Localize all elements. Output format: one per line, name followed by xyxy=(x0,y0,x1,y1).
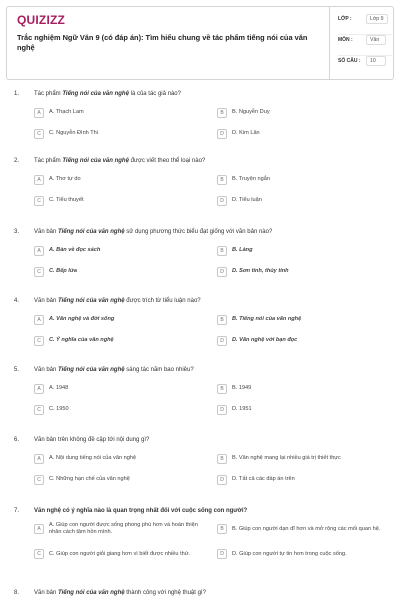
answer-option-b[interactable] xyxy=(217,452,382,465)
meta-label: LỚP : xyxy=(338,16,352,22)
work-title: Tiếng nói của văn nghệ xyxy=(58,298,125,304)
prompt-part: Văn bản xyxy=(34,367,59,373)
question-prompt xyxy=(34,90,384,98)
prompt-part: được viết theo thể loại nào? xyxy=(128,158,206,164)
question-number: 2. xyxy=(14,158,20,164)
option-letter-box: D xyxy=(217,405,227,415)
option-label: A. Nội dung tiếng nói của văn nghệ xyxy=(49,455,137,461)
question-prompt xyxy=(34,436,384,444)
option-label: A. Văn nghệ và đời sống xyxy=(49,316,115,322)
question-text xyxy=(14,228,384,236)
option-letter-box: C xyxy=(34,129,44,139)
option-letter-box: C xyxy=(34,405,44,415)
option-label: A. Thạch Lam xyxy=(49,109,84,115)
answer-option-a[interactable] xyxy=(34,106,199,119)
meta-label: SỐ CÂU : xyxy=(338,58,361,64)
option-letter-box: D xyxy=(217,196,227,206)
answer-option-a[interactable] xyxy=(34,313,199,326)
option-label: D. Kim Lân xyxy=(232,130,260,136)
meta-subject xyxy=(338,35,395,56)
option-letter-box: A xyxy=(34,524,44,534)
option-label: C. Những hạn chế của văn nghệ xyxy=(49,476,130,482)
option-letter-box: D xyxy=(217,475,227,485)
answer-option-b[interactable] xyxy=(217,382,382,395)
question-text xyxy=(14,90,384,98)
answer-option-d[interactable] xyxy=(217,265,382,278)
answer-option-d[interactable] xyxy=(217,127,382,140)
answer-option-d[interactable] xyxy=(217,334,382,347)
answer-option-a[interactable] xyxy=(34,382,199,395)
prompt-part: Văn bản xyxy=(34,229,59,235)
option-label: D. Tiểu luận xyxy=(232,197,262,203)
option-label: D. 1951 xyxy=(232,406,252,412)
answer-option-b[interactable] xyxy=(217,520,382,538)
prompt-part: Văn bản xyxy=(34,298,59,304)
option-letter-box: C xyxy=(34,196,44,206)
answer-option-c[interactable] xyxy=(34,127,199,140)
option-label: A. Bàn về đọc sách xyxy=(49,247,101,253)
work-title: Tiếng nói của văn nghệ xyxy=(58,367,125,373)
header-meta xyxy=(329,7,395,79)
answer-option-d[interactable] xyxy=(217,194,382,207)
option-letter-box: A xyxy=(34,315,44,325)
question-prompt xyxy=(34,507,384,515)
answer-option-a[interactable] xyxy=(34,173,199,186)
question-prompt xyxy=(34,157,384,165)
answer-option-b[interactable] xyxy=(217,313,382,326)
option-letter-box: D xyxy=(217,549,227,559)
option-label: A. Thơ tự do xyxy=(49,176,81,182)
meta-class xyxy=(338,14,395,35)
option-letter-box: A xyxy=(34,454,44,464)
prompt-part: thành công với nghệ thuật gì? xyxy=(124,590,206,596)
answer-option-b[interactable] xyxy=(217,106,382,119)
option-letter-box: B xyxy=(217,524,227,534)
meta-value: 10 xyxy=(366,56,386,66)
option-label: B. Giúp con người dạn dĩ hơn và mở rộng các mối quan hệ. xyxy=(232,525,381,532)
question-prompt xyxy=(34,297,384,305)
question-number: 7. xyxy=(14,508,20,514)
option-label: D. Văn nghệ với bạn đọc xyxy=(232,337,298,343)
prompt-part: Văn nghệ có ý nghĩa nào là quan trọng nhất đối với cuộc sống con người? xyxy=(34,508,248,514)
option-letter-box: B xyxy=(217,246,227,256)
question-text xyxy=(14,297,384,305)
prompt-part: sử dụng phương thức biểu đạt giống với văn bản nào? xyxy=(124,229,273,235)
prompt-part: Văn bản trên không đề cập tới nội dung gì? xyxy=(34,437,150,443)
answer-option-c[interactable] xyxy=(34,265,199,278)
option-label: C. Nguyễn Đình Thi xyxy=(49,130,99,136)
option-label: B. Truyện ngắn xyxy=(232,176,270,182)
meta-value: Lớp 9 xyxy=(366,14,388,24)
answer-option-d[interactable] xyxy=(217,403,382,416)
quiz-header xyxy=(6,6,394,80)
option-letter-box: D xyxy=(217,267,227,277)
question-number: 1. xyxy=(14,91,20,97)
question-number: 8. xyxy=(14,590,20,596)
option-letter-box: C xyxy=(34,336,44,346)
option-letter-box: A xyxy=(34,108,44,118)
question-number: 4. xyxy=(14,298,20,304)
option-label: C. Tiểu thuyết xyxy=(49,197,84,203)
answer-option-a[interactable] xyxy=(34,244,199,257)
question-text xyxy=(14,366,384,374)
question-prompt xyxy=(34,589,384,597)
option-label: A. 1948 xyxy=(49,385,69,391)
question-prompt xyxy=(34,366,384,374)
option-letter-box: C xyxy=(34,549,44,559)
option-label: B. 1949 xyxy=(232,385,252,391)
answer-option-c[interactable] xyxy=(34,473,199,486)
question-prompt xyxy=(34,228,384,236)
option-letter-box: B xyxy=(217,384,227,394)
answer-option-a[interactable] xyxy=(34,520,199,538)
question-text xyxy=(14,507,384,515)
meta-label: MÔN : xyxy=(338,37,353,43)
answer-option-c[interactable] xyxy=(34,334,199,347)
prompt-part: Văn bản xyxy=(34,590,59,596)
prompt-part: Tác phẩm xyxy=(34,91,63,97)
question-number: 3. xyxy=(14,229,20,235)
prompt-part: sáng tác năm bao nhiêu? xyxy=(124,367,194,373)
option-letter-box: A xyxy=(34,246,44,256)
answer-option-a[interactable] xyxy=(34,452,199,465)
option-letter-box: B xyxy=(217,454,227,464)
work-title: Tiếng nói của văn nghệ xyxy=(62,158,129,164)
question-text xyxy=(14,589,384,597)
option-label: B. Nguyễn Duy xyxy=(232,109,270,115)
option-letter-box: A xyxy=(34,175,44,185)
prompt-part: Tác phẩm xyxy=(34,158,63,164)
prompt-part: là của tác giả nào? xyxy=(128,91,181,97)
header-left xyxy=(7,7,327,79)
answer-option-c[interactable] xyxy=(34,403,199,416)
option-letter-box: D xyxy=(217,336,227,346)
option-label: A. Giúp con người được sống phong phú hơn và hoàn thiện nhân cách tâm hồn mình. xyxy=(49,522,198,535)
option-label: D. Tất cả các đáp án trên xyxy=(232,476,295,482)
quiz-title: Trắc nghiệm Ngữ Văn 9 (có đáp án): Tìm hiểu chung về tác phẩm tiếng nói của văn nghệ xyxy=(17,33,308,52)
option-letter-box: B xyxy=(217,175,227,185)
question-text xyxy=(14,436,384,444)
meta-count xyxy=(338,56,395,77)
option-label: C. Giúp con người giỏi giang hơn vì biết được nhiều thứ. xyxy=(49,550,191,557)
option-letter-box: C xyxy=(34,267,44,277)
option-label: B. Văn nghệ mang lại nhiều giá trị thiết thực xyxy=(232,455,341,461)
question-text xyxy=(14,157,384,165)
answer-option-b[interactable] xyxy=(217,244,382,257)
answer-option-b[interactable] xyxy=(217,173,382,186)
option-letter-box: B xyxy=(217,108,227,118)
option-label: B. Làng xyxy=(232,247,253,253)
prompt-part: được trích từ tiểu luận nào? xyxy=(124,298,201,304)
option-letter-box: C xyxy=(34,475,44,485)
option-label: C. 1950 xyxy=(49,406,69,412)
option-label: C. Ý nghĩa của văn nghệ xyxy=(49,337,114,343)
question-number: 5. xyxy=(14,367,20,373)
option-letter-box: A xyxy=(34,384,44,394)
answer-option-d[interactable] xyxy=(217,545,382,563)
option-label: D. Giúp con người tự tin hơn trong cuộc sống. xyxy=(232,550,347,557)
option-label: D. Sơn tinh, thủy tinh xyxy=(232,268,289,274)
work-title: Tiếng nói của văn nghệ xyxy=(58,590,125,596)
work-title: Tiếng nói của văn nghệ xyxy=(62,91,129,97)
quizizz-logo[interactable]: QUIZIZZ xyxy=(17,13,66,27)
meta-value: Văn xyxy=(366,35,386,45)
option-label: C. Bếp lửa xyxy=(49,268,77,274)
answer-option-c[interactable] xyxy=(34,545,199,563)
option-letter-box: B xyxy=(217,315,227,325)
work-title: Tiếng nói của văn nghệ xyxy=(58,229,125,235)
answer-option-d[interactable] xyxy=(217,473,382,486)
option-letter-box: D xyxy=(217,129,227,139)
question-number: 6. xyxy=(14,437,20,443)
answer-option-c[interactable] xyxy=(34,194,199,207)
option-label: B. Tiếng nói của văn nghệ xyxy=(232,316,302,322)
